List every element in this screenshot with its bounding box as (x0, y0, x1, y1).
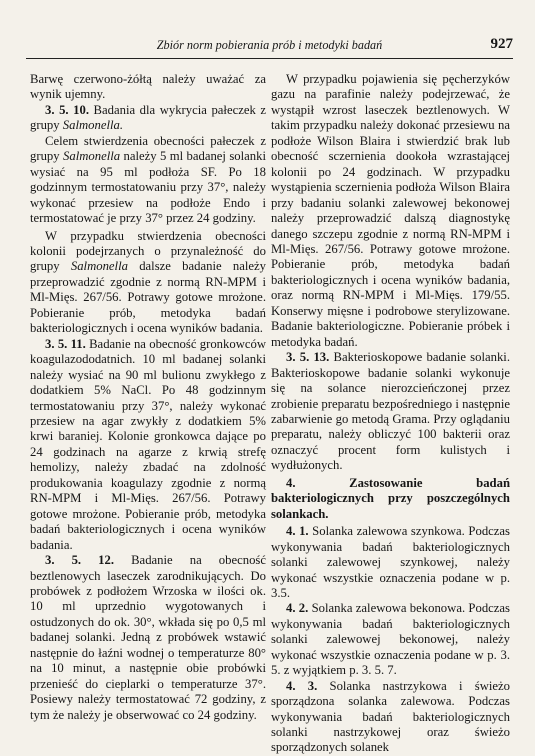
section-4-heading: 4. Zastosowanie badań bakteriologicznych przy poszczególnych solankach. (271, 475, 510, 521)
section-3-5-10: 3. 5. 10. Badania dla wykrycia pałeczek z grupy Salmonella. (30, 102, 266, 133)
section-3-5-12: 3. 5. 12. Badanie na obecność beztlenowych laseczek zarodnikujących. Do probówek z podłożem Wrzoska w ilości ok. 10 ml uprzednio wygotowanych i ostudzonych do ok. 30°, wkłada się po 0,5 ml badanej solanki. Jedną z probówek wstawić następnie do łaźni wodnej o temperaturze 80° na 10 minut, a następnie obie probówki przenieść do cieplarki o temperaturze 37°. Posiewy należy termostatować 72 godziny, z tym że należy je obserwować co 24 godziny. (30, 553, 266, 722)
section-3-5-13: 3. 5. 13. Bakterioskopowe badanie solanki. Bakterioskopowe badanie solanki wykonuje się na solance nierozcieńczonej przez zrobienie preparatu bezpośredniego i następnie zabarwienie go metodą Grama. Przy oglądaniu preparatu, należy obliczyć 100 bakterii oraz oznaczyć procent form kulistych i wydłużonych. (271, 350, 510, 473)
section-4-2: 4. 2. Solanka zalewowa bekonowa. Podczas wykonywania badań bakteriologicznych solanki zalewowej bekonowej, należy wykonać wszystkie oznaczenia podane w p. 3. 5. z wyjątkiem p. 3. 5. 7. (271, 601, 510, 678)
page-header (26, 36, 513, 59)
paragraph: Celem stwierdzenia obecności pałeczek z grupy Salmonella należy 5 ml badanej solanki wysiać na 95 ml podłoża SF. Po 18 godzinnym termostatowaniu przy 37°, należy wykonać przesiew na podłoże Endo i termostatować je przy 37° przez 24 godziny. (30, 133, 266, 226)
section-3-5-11: 3. 5. 11. Badanie na obecność gronkowców koagulazododatnich. 10 ml badanej solanki należy wysiać na 90 ml bulionu zwykłego z dodatkiem 5% NaCl. Po 48 godzinnym termostatowaniu przy 37°, należy wykonać przesiew na agar zwykły z dodatkiem 5% krwi baraniej. Kolonie gronkowca dające po 24 godzinach na agarze z krwią strefę hemolizy, należy zbadać na zdolność produkowania koagulazy zgodnie z normą RN-MPM i Ml-Mięs. 267/56. Potrawy gotowe mrożone. Pobieranie prób, metodyka badań bakteriologicznych i ocena wyników badania. (30, 336, 266, 552)
section-4-3: 4. 3. Solanka nastrzykowa i świeżo sporządzona solanka zalewowa. Podczas wykonywania badań bakteriologicznych solanki nastrzykowej oraz świeżo sporządzonych solanek (271, 678, 510, 755)
paragraph: Barwę czerwono-żółtą należy uważać za wynik ujemny. (30, 72, 266, 102)
left-column (30, 72, 266, 723)
paragraph: W przypadku pojawienia się pęcherzyków gazu na parafinie należy podejrzewać, że wystąpił wzrost laseczek beztlenowych. W takim przypadku należy dokonać przesiewu na podłoże Wilson Blaira i stwierdzić brak lub obecność sczernienia dookoła wzrastającej kolonii po 24 godzinach. W przypadku wystąpienia sczernienia podłoża Wilson Blaira przy badaniu solanki zalewowej bekonowej należy przeprowadzić dalszą diagnostykę danego szczepu zgodnie z normą RN-MPM i Ml-Mięs. 267/56. Potrawy gotowe mrożone. Pobieranie prób, metodyka badań bakteriologicznych i ocena wyników badania, oraz normą RN-MPM i Ml-Mięs. 179/55. Konserwy mięsne i podrobowe sterylizowane. Badanie bakteriologiczne. Pobieranie próbek i metodyka badań. (271, 72, 510, 349)
paragraph: W przypadku stwierdzenia obecności kolonii podejrzanych o przynależność do grupy Salmonella dalsze badanie należy przeprowadzić zgodnie z normą RN-MPM i Ml-Mięs. 267/56. Potrawy gotowe mrożone. Pobieranie prób, metodyka badań bakteriologicznych i ocena wyników badania. (30, 228, 266, 336)
page-number: 927 (490, 36, 513, 52)
section-4-1: 4. 1. Solanka zalewowa szynkowa. Podczas wykonywania badań bakteriologicznych solanki zalewowej szynkowej, należy wykonać wszystkie oznaczenia podane w p. 3.5. (271, 524, 510, 600)
right-column (271, 72, 510, 756)
running-title: Zbiór norm pobierania prób i metodyki badań (156, 38, 383, 52)
